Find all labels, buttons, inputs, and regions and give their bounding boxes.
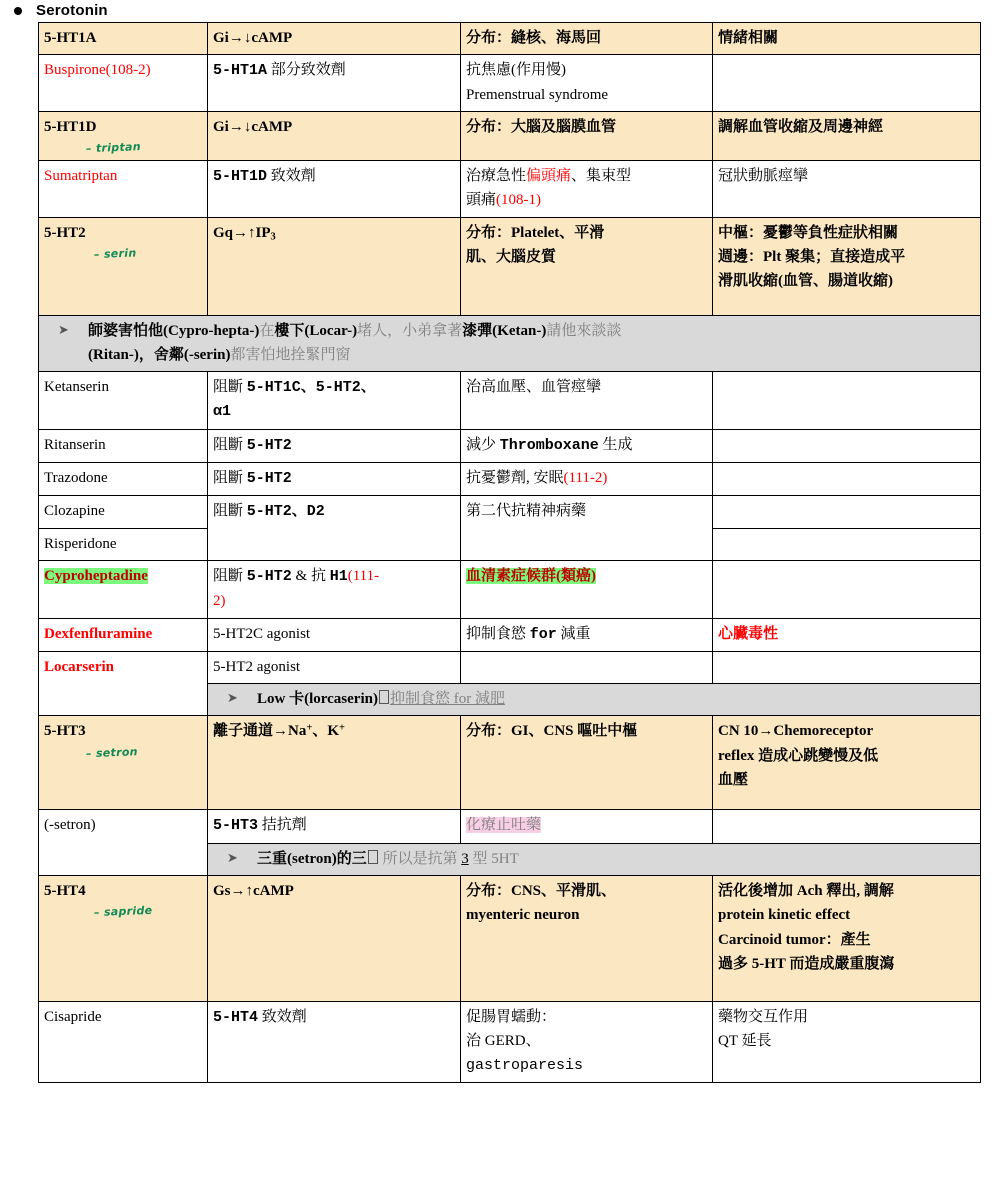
drug-action: 5-HT2 agonist (208, 651, 461, 683)
receptor-signal: Gs→↑cAMP (208, 876, 461, 1002)
drug-use: 第二代抗精神病藥 (461, 496, 713, 561)
drug-notes (713, 429, 981, 462)
receptor-name: 5-HT1D – triptan (39, 111, 208, 160)
receptor-distribution: 分布：GI、CNS 嘔吐中樞 (461, 716, 713, 810)
table-row-cyproheptadine (39, 560, 981, 618)
table-row-5ht4-header (39, 876, 981, 1002)
receptor-notes: CN 10→Chemoreceptor reflex 造成心跳變慢及低 血壓 (713, 716, 981, 810)
drug-use: 抗憂鬱劑, 安眠(111-2) (461, 463, 713, 496)
table-row-dexfenfluramine (39, 618, 981, 651)
drug-notes (713, 496, 981, 528)
table-row-trazodone (39, 463, 981, 496)
highlighted-use: 血清素症候群(類癌) (466, 567, 596, 584)
receptor-signal: Gi→↓cAMP (208, 23, 461, 55)
drug-notes: 心臟毒性 (713, 618, 981, 651)
receptor-name: 5-HT2 – serin (39, 217, 208, 315)
handwritten-annotation: – setron (85, 744, 139, 760)
drug-use: 促腸胃蠕動： 治 GERD、 gastroparesis (461, 1002, 713, 1083)
receptor-distribution: 分布：縫核、海馬回 (461, 23, 713, 55)
drug-use: 減少 Thromboxane 生成 (461, 429, 713, 462)
drug-action: 5-HT3 拮抗劑 (208, 810, 461, 843)
table-row-5ht2-header (39, 217, 981, 315)
drug-use: 抑制食慾 for 減重 (461, 618, 713, 651)
receptor-distribution: 分布：大腦及腦膜血管 (461, 111, 713, 160)
mnemonic-cell: ➤ Low 卡(lorcaserin) 抑制食慾 for 減肥 (208, 684, 981, 716)
drug-action: 5-HT2C agonist (208, 618, 461, 651)
table-row-5ht3-header (39, 716, 981, 810)
drug-name: Ketanserin (39, 372, 208, 430)
table-row-5ht1a-header (39, 23, 981, 55)
drug-notes (713, 463, 981, 496)
drug-notes (713, 560, 981, 618)
mnemonic-cell: ➤ 師婆害怕他(Cypro-hepta-)在樓下(Locar-)堵人，小弟拿著漆彈(Ketan-)請他來談談 (Ritan-)，舍鄰(-serin)都害怕地拴緊門窗 (39, 315, 981, 372)
drug-action: 阻斷 5-HT1C、5-HT2、 α1 (208, 372, 461, 430)
drug-action: 阻斷 5-HT2 & 抗 H1(111- 2) (208, 560, 461, 618)
arrow-icon: ➤ (58, 321, 69, 337)
drug-notes (713, 372, 981, 430)
drug-notes (713, 528, 981, 560)
drug-name: Risperidone (39, 528, 208, 560)
handwritten-annotation: – serin (93, 246, 137, 261)
missing-glyph-icon (368, 850, 378, 864)
table-row-ketanserin (39, 372, 981, 430)
receptor-notes: 中樞：憂鬱等負性症狀相關 週邊：Plt 聚集；直接造成平 滑肌收縮(血管、腸道收縮) (713, 217, 981, 315)
receptor-name: 5-HT1A (39, 23, 208, 55)
receptor-distribution: 分布：CNS、平滑肌、 myenteric neuron (461, 876, 713, 1002)
drug-name: Clozapine (39, 496, 208, 528)
highlighted-use: 化療止吐藥 (466, 817, 542, 834)
drug-use (461, 810, 713, 843)
table-row-ritanserin (39, 429, 981, 462)
drug-action: 阻斷 5-HT2 (208, 429, 461, 462)
drug-name: Locarserin (39, 651, 208, 716)
table-row-5ht1d-header (39, 111, 981, 160)
drug-name: Buspirone(108-2) (39, 55, 208, 112)
receptor-notes: 調解血管收縮及周邊神經 (713, 111, 981, 160)
drug-name: Cisapride (39, 1002, 208, 1083)
table-row-cisapride (39, 1002, 981, 1083)
drug-action: 阻斷 5-HT2、D2 (208, 496, 461, 561)
drug-use (461, 560, 713, 618)
drug-notes (713, 55, 981, 112)
table-row-locarserin (39, 651, 981, 683)
drug-name: (-setron) (39, 810, 208, 876)
table-row-buspirone (39, 55, 981, 112)
drug-notes: 冠狀動脈痙攣 (713, 161, 981, 218)
receptor-signal: $Gq\to↑IP_3$ (208, 217, 461, 315)
drug-notes (713, 810, 981, 843)
table-row-clozapine (39, 496, 981, 528)
arrow-icon: ➤ (227, 690, 238, 706)
drug-notes: 藥物交互作用 QT 延長 (713, 1002, 981, 1083)
page-heading (14, 2, 1000, 19)
table-row-5ht2-mnemonic (39, 315, 981, 372)
drug-name: Sumatriptan (39, 161, 208, 218)
arrow-icon: ➤ (227, 849, 238, 865)
drug-use (461, 651, 713, 683)
drug-use: 治高血壓、血管痙攣 (461, 372, 713, 430)
drug-name: Dexfenfluramine (39, 618, 208, 651)
drug-action: 5-HT4 致效劑 (208, 1002, 461, 1083)
handwritten-annotation: – sapride (93, 904, 153, 920)
receptor-notes: 情緒相關 (713, 23, 981, 55)
drug-name (39, 560, 208, 618)
serotonin-receptor-table (38, 22, 981, 1083)
missing-glyph-icon (379, 690, 389, 704)
drug-use: 抗焦慮(作用慢) Premenstrual syndrome (461, 55, 713, 112)
receptor-name: 5-HT3 – setron (39, 716, 208, 810)
drug-action: 5-HT1D 致效劑 (208, 161, 461, 218)
drug-name: Ritanserin (39, 429, 208, 462)
drug-action: 5-HT1A 部分致效劑 (208, 55, 461, 112)
drug-notes (713, 651, 981, 683)
receptor-distribution: 分布：Platelet、平滑 肌、大腦皮質 (461, 217, 713, 315)
receptor-signal: 離子通道→Na+、K+ (208, 716, 461, 810)
table-row-sumatriptan (39, 161, 981, 218)
highlighted-drug-name: Cyproheptadine (44, 567, 148, 584)
drug-action: 阻斷 5-HT2 (208, 463, 461, 496)
drug-use: 治療急性偏頭痛、集束型 頭痛(108-1) (461, 161, 713, 218)
table-row-setron (39, 810, 981, 843)
receptor-notes: 活化後增加 Ach 釋出, 調解 protein kinetic effect Carcinoid tumor：產生 過多 5-HT 而造成嚴重腹瀉 (713, 876, 981, 1002)
drug-name: Trazodone (39, 463, 208, 496)
receptor-signal: Gi→↓cAMP (208, 111, 461, 160)
mnemonic-cell: ➤ 三重(setron)的三 所以是抗第 3 型 5HT (208, 843, 981, 875)
page-title: Serotonin (36, 2, 108, 19)
bullet-icon (14, 7, 22, 15)
handwritten-annotation: – triptan (85, 140, 142, 156)
receptor-name: 5-HT4 – sapride (39, 876, 208, 1002)
